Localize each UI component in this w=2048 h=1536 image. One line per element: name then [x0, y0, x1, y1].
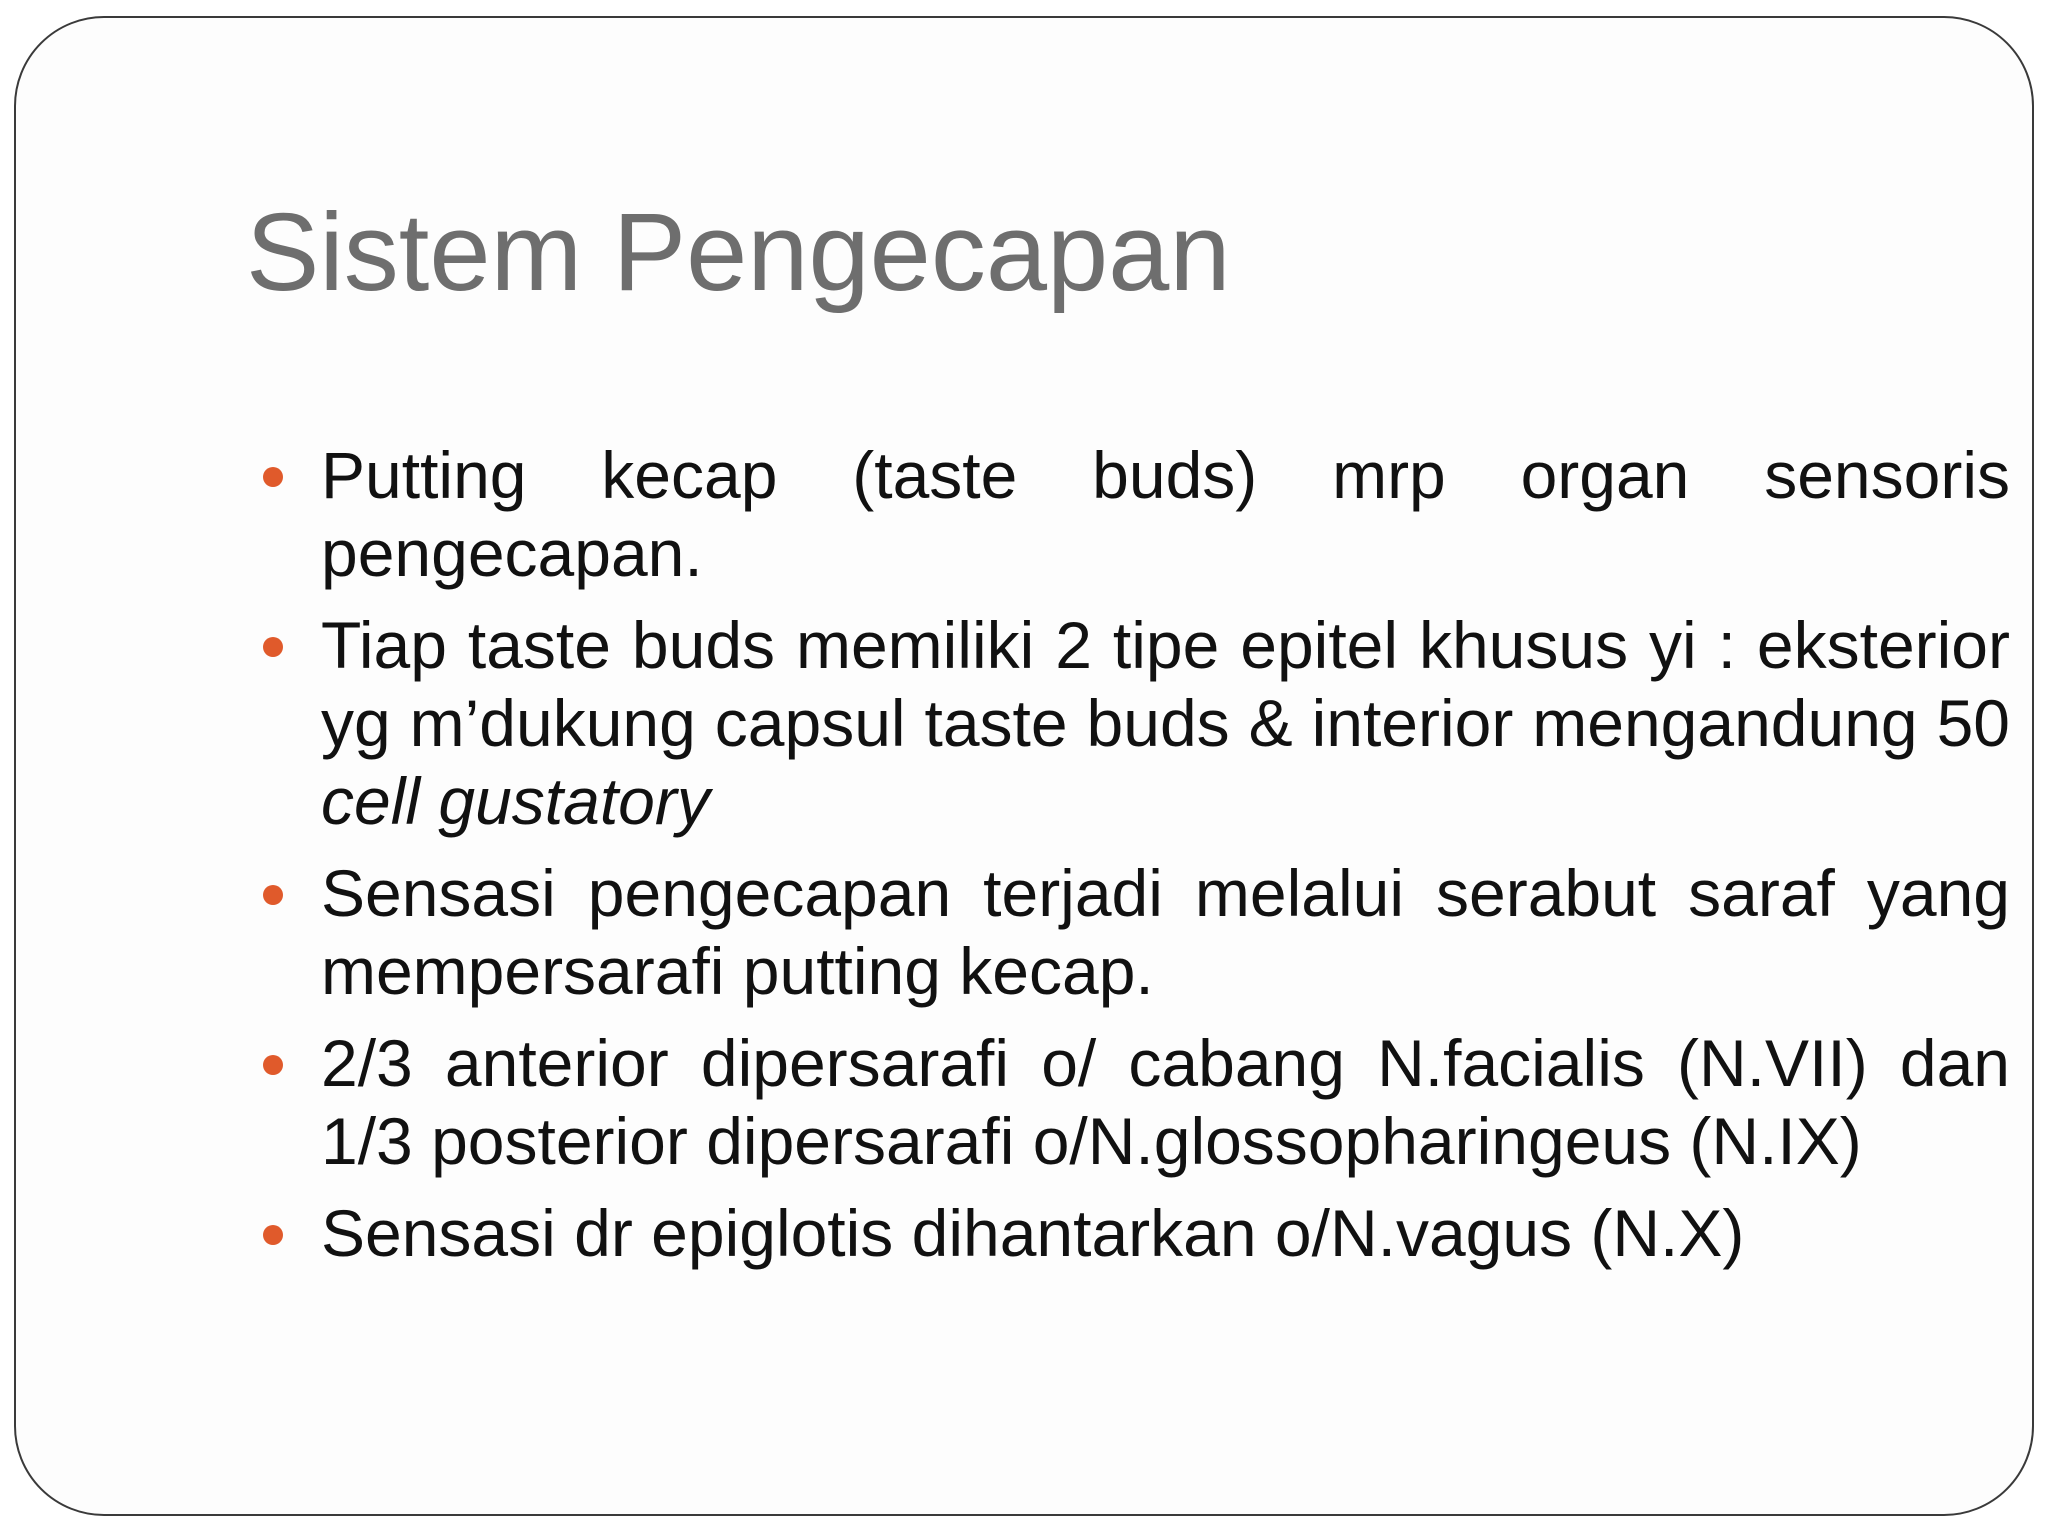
bullet-text: 2/3 anterior dipersarafi o/ cabang N.facialis (N.VII) dan 1/3 posterior dipersarafi o/N.glossopharingeus (N.IX) — [321, 1026, 2010, 1178]
slide-title: Sistem Pengecapan — [246, 191, 1231, 314]
bullet-text: Putting kecap (taste buds) mrp organ sensoris pengecapan. — [321, 438, 2010, 590]
bullet-text: Sensasi pengecapan terjadi melalui serabut saraf yang mempersarafi putting kecap. — [321, 856, 2010, 1008]
bullet-item — [321, 1024, 2010, 1180]
slide-frame — [14, 16, 2034, 1516]
bullet-dot-icon — [263, 637, 283, 657]
bullet-item — [321, 436, 2010, 592]
bullet-dot-icon — [263, 467, 283, 487]
bullet-item — [321, 854, 2010, 1010]
bullet-dot-icon — [263, 1055, 283, 1075]
bullet-list — [321, 436, 2010, 1286]
bullet-item — [321, 1194, 2010, 1272]
bullet-italic-text: cell gustatory — [321, 764, 710, 838]
bullet-item — [321, 606, 2010, 840]
bullet-text: Sensasi dr epiglotis dihantarkan o/N.vagus (N.X) — [321, 1196, 1745, 1270]
bullet-text: Tiap taste buds memiliki 2 tipe epitel khusus yi : eksterior yg m’dukung capsul taste buds & interior mengandung 50 — [321, 608, 2010, 760]
bullet-dot-icon — [263, 1225, 283, 1245]
bullet-dot-icon — [263, 885, 283, 905]
